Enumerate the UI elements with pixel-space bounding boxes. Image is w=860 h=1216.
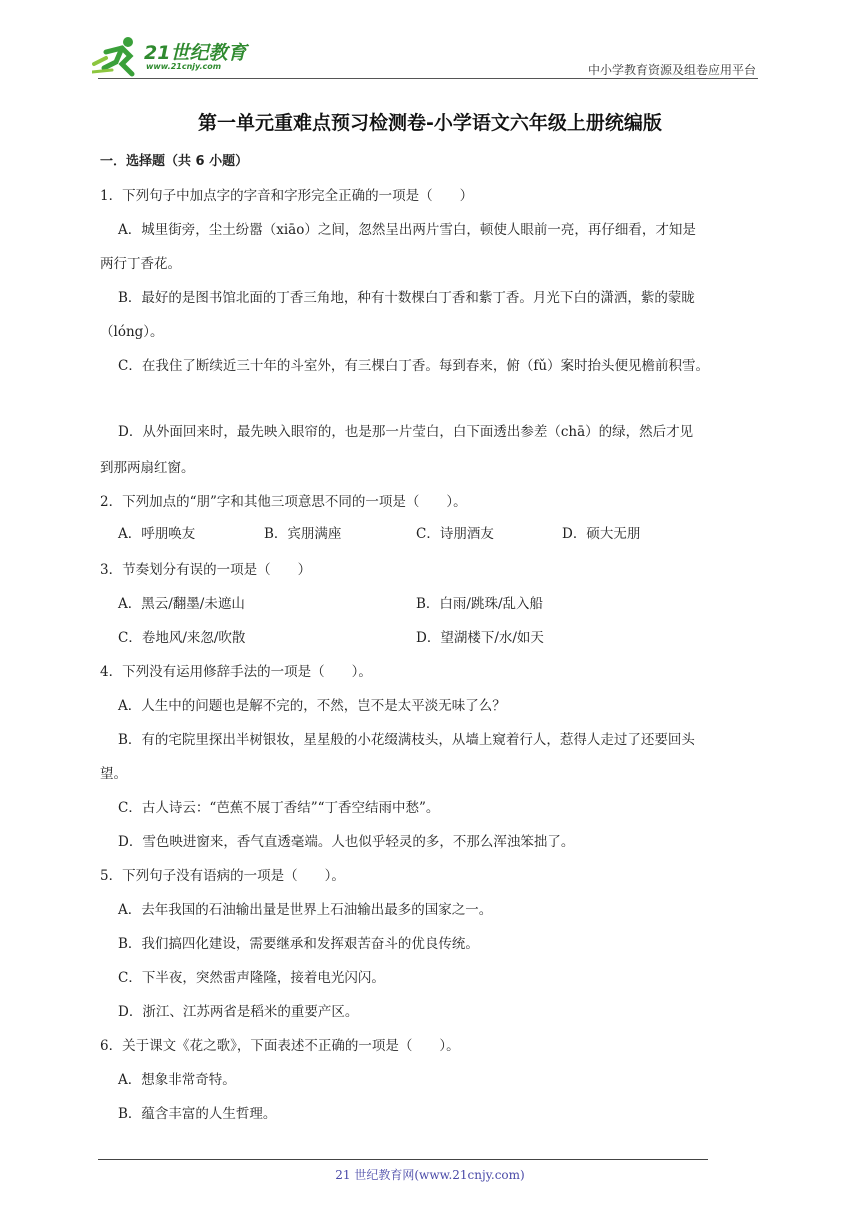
logo xyxy=(92,34,262,80)
question-5-option-c: C．下半夜，突然雷声隆隆，接着电光闪闪。 xyxy=(118,970,385,986)
question-1-option-b-line1: B．最好的是图书馆北面的丁香三角地，种有十数棵白丁香和紫丁香。月光下白的潇洒，紫的蒙眬 xyxy=(118,290,695,306)
question-1-option-d-line1: D．从外面回来时，最先映入眼帘的，也是那一片莹白，白下面透出参差（chā）的绿，然后才见 xyxy=(118,424,694,440)
question-5-option-b: B．我们搞四化建设，需要继承和发挥艰苦奋斗的优良传统。 xyxy=(118,936,479,952)
question-1-option-a-line2: 两行丁香花。 xyxy=(100,256,181,272)
question-5-stem: 5．下列句子没有语病的一项是（ ）。 xyxy=(100,868,345,884)
question-3-stem: 3．节奏划分有误的一项是（ ） xyxy=(100,562,312,578)
question-4-option-b-line1: B．有的宅院里探出半树银妆，星星般的小花缀满枝头，从墙上窥着行人，惹得人走过了还要回头 xyxy=(118,732,695,748)
question-3-option-a: A．黑云/翻墨/未遮山 xyxy=(118,596,245,612)
logo-text: 21世纪教育 xyxy=(144,42,247,64)
question-3-option-d: D．望湖楼下/水/如天 xyxy=(416,630,544,646)
question-1-option-a-line1: A．城里街旁，尘土纷嚣（xiāo）之间，忽然呈出两片雪白，顿使人眼前一亮，再仔细看，才知是 xyxy=(118,222,696,238)
header-divider xyxy=(98,78,758,79)
question-6-option-b: B．蕴含丰富的人生哲理。 xyxy=(118,1106,277,1122)
question-4-option-b-line2: 望。 xyxy=(100,766,127,782)
question-5-option-d: D．浙江、江苏两省是稻米的重要产区。 xyxy=(118,1004,359,1020)
question-4-option-a: A．人生中的问题也是解不完的，不然，岂不是太平淡无味了么？ xyxy=(118,698,506,714)
page-header xyxy=(0,0,860,80)
question-2-option-d: D．硕大无朋 xyxy=(562,526,641,542)
section-heading: 一．选择题（共 6 小题） xyxy=(100,154,249,169)
question-2-option-b: B．宾朋满座 xyxy=(264,526,342,542)
page-title: 第一单元重难点预习检测卷-小学语文六年级上册统编版 xyxy=(198,112,662,134)
question-6-stem: 6．关于课文《花之歌》，下面表述不正确的一项是（ ）。 xyxy=(100,1038,460,1054)
question-5-option-a: A．去年我国的石油输出量是世界上石油输出最多的国家之一。 xyxy=(118,902,493,918)
question-1-option-b-line2: （lóng）。 xyxy=(100,324,164,340)
question-2-option-c: C．诗朋酒友 xyxy=(416,526,494,542)
runner-icon xyxy=(92,34,144,78)
question-4-stem: 4．下列没有运用修辞手法的一项是（ ）。 xyxy=(100,664,372,680)
logo-url: www.21cnjy.com xyxy=(146,62,222,71)
question-4-option-c: C．古人诗云：“芭蕉不展丁香结”“丁香空结雨中愁”。 xyxy=(118,800,440,816)
platform-text: 中小学教育资源及组卷应用平台 xyxy=(587,63,756,77)
question-1-stem: 1．下列句子中加点字的字音和字形完全正确的一项是（ ） xyxy=(100,188,474,204)
footer-divider xyxy=(98,1159,708,1160)
question-2-option-a: A．呼朋唤友 xyxy=(118,526,196,542)
question-4-option-d: D．雪色映进窗来，香气直透毫端。人也似乎轻灵的多，不那么浑浊笨拙了。 xyxy=(118,834,575,850)
question-6-option-a: A．想象非常奇特。 xyxy=(118,1072,236,1088)
page-footer[interactable]: 21 世纪教育网(www.21cnjy.com) xyxy=(335,1168,525,1182)
question-3-option-b: B．白雨/跳珠/乱入船 xyxy=(416,596,544,612)
question-2-stem: 2．下列加点的“朋”字和其他三项意思不同的一项是（ ）。 xyxy=(100,494,467,510)
question-3-option-c: C．卷地风/来忽/吹散 xyxy=(118,630,246,646)
question-1-option-d-line2: 到那两扇红窗。 xyxy=(100,460,195,476)
question-1-option-c: C．在我住了断续近三十年的斗室外，有三棵白丁香。每到春来，俯（fǔ）案时抬头便见檐前积雪。 xyxy=(118,358,710,374)
